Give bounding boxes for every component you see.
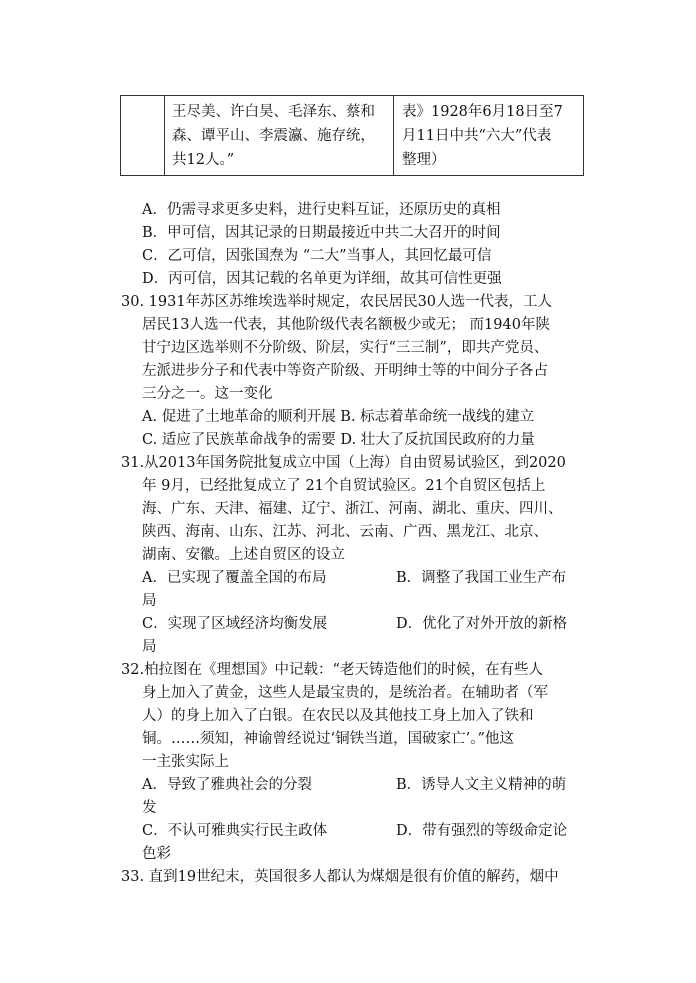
- q31-stem: 海、广东、天津、福建、辽宁、浙江、河南、湖北、重庆、四川、: [142, 501, 563, 517]
- q32-option-c: C．不认可雅典实行民主政体: [142, 823, 328, 839]
- table-divider: [393, 96, 394, 175]
- q31-option-b-wrap: 局: [142, 593, 157, 609]
- table-cell-names: [172, 100, 375, 172]
- q31-stem: 年 9月，已经批复成立了 21个自贸试验区。21个自贸区包括上: [142, 478, 546, 494]
- q32-stem: 身上加入了黄金，这些人是最宝贵的，是统治者。在辅助者（军: [142, 685, 548, 701]
- q29-option-a: A．仍需寻求更多史料，进行史料互证，还原历史的真相: [142, 202, 501, 218]
- q30-stem: 30. 1931年苏区苏维埃选举时规定，农民居民30人选一代表，工人: [121, 294, 553, 310]
- table-text: 王尽美、许白昊、毛泽东、蔡和: [172, 104, 375, 120]
- table-text: 月11日中共“六大”代表: [402, 128, 552, 144]
- q32-option-b-wrap: 发: [142, 800, 157, 816]
- q30-stem: 甘宁边区选举则不分阶级、阶层，实行“三三制”，即共产党员、: [142, 340, 549, 356]
- q31-stem: 31.从2013年国务院批复成立中国（上海）自由贸易试验区，到2020: [121, 455, 566, 471]
- q32-option-a: A．导致了雅典社会的分裂: [142, 777, 312, 793]
- q32-stem: 32.柏拉图在《理想国》中记载：“老天铸造他们的时候，在有些人: [121, 662, 543, 678]
- table-text: 整理）: [402, 152, 446, 168]
- q31-stem: 陕西、海南、山东、江苏、河北、云南、广西、黑龙江、北京、: [142, 524, 548, 540]
- source-table: [120, 95, 584, 176]
- q29-option-c: C．乙可信，因张国焘为 “二大”当事人，其回忆最可信: [142, 248, 492, 264]
- table-text: 森、谭平山、李震瀛、施存统，: [172, 128, 375, 144]
- table-cell-source: [402, 100, 563, 172]
- table-text: 表》1928年6月18日至7: [402, 104, 563, 120]
- q31-option-d-wrap: 局: [142, 639, 157, 655]
- q31-option-c: C．实现了区域经济均衡发展: [142, 616, 328, 632]
- q30-options-ab: A. 促进了土地革命的顺利开展 B. 标志着革命统一战线的建立: [142, 409, 535, 425]
- q29-option-b: B．甲可信，因其记录的日期最接近中共二大召开的时间: [142, 225, 501, 241]
- q32-option-b: B．诱导人文主义精神的萌: [396, 777, 567, 793]
- q30-stem: 居民13人选一代表，其他阶级代表名额极少或无； 而1940年陕: [142, 317, 550, 333]
- q31-option-d: D．优化了对外开放的新格: [396, 616, 568, 632]
- q32-option-d-wrap: 色彩: [142, 846, 171, 862]
- table-text: 共12人。”: [172, 152, 235, 168]
- q32-stem: 铜。……须知，神谕曾经说过‘铜铁当道，国破家亡’。”他这: [142, 731, 514, 747]
- q30-stem: 三分之一。这一变化: [142, 386, 273, 402]
- q32-stem: 一主张实际上: [142, 754, 229, 770]
- q32-stem: 人）的身上加入了白银。在农民以及其他技工身上加入了铁和: [142, 708, 534, 724]
- q29-option-d: D．丙可信，因其记载的名单更为详细，故其可信性更强: [142, 271, 502, 287]
- q32-option-d: D．带有强烈的等级命定论: [396, 823, 568, 839]
- table-divider: [164, 96, 165, 175]
- q30-stem: 左派进步分子和代表中等资产阶级、开明绅士等的中间分子各占: [142, 363, 548, 379]
- q33-stem: 33. 直到19世纪末，英国很多人都认为煤烟是很有价值的解药，烟中: [121, 869, 559, 885]
- q31-option-a: A．已实现了覆盖全国的布局: [142, 570, 327, 586]
- q31-option-b: B．调整了我国工业生产布: [396, 570, 567, 586]
- q30-options-cd: C. 适应了民族革命战争的需要 D. 壮大了反抗国民政府的力量: [142, 432, 535, 448]
- q31-stem: 湖南、安徽。上述自贸区的设立: [142, 547, 345, 563]
